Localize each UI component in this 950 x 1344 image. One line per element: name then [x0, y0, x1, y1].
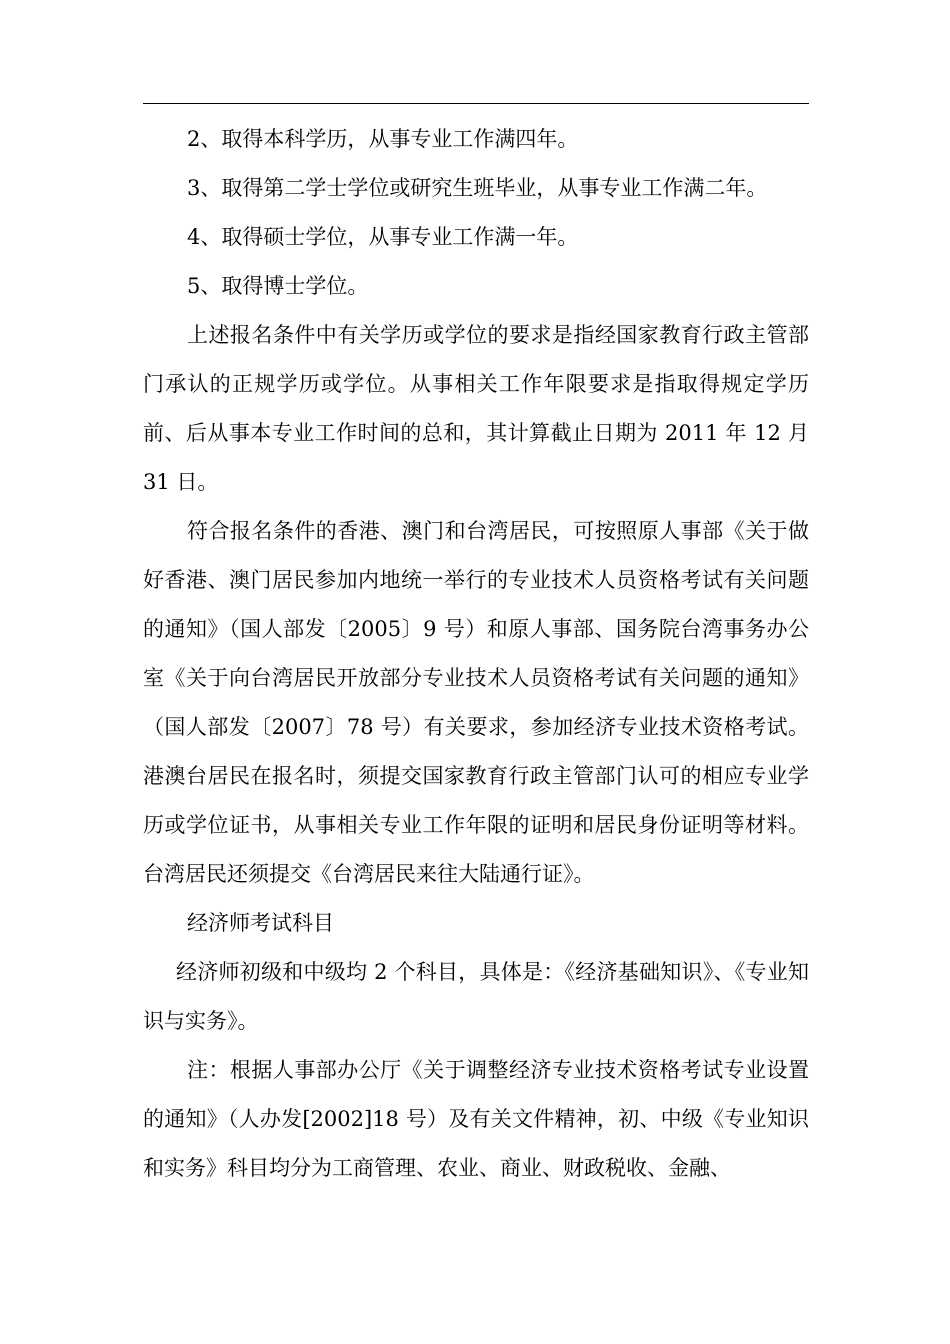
paragraph-hk-macao-taiwan: 符合报名条件的香港、澳门和台湾居民，可按照原人事部《关于做好香港、澳门居民参加内地统一举行的专业技术人员资格考试有关问题的通知》（国人部发〔2005〕9 号）和原人事部、国务院台湾事务办公室《关于向台湾居民开放部分专业技术人员资格考试有关问题的通知》（国人部发〔2007〕78 号）有关要求，参加经济专业技术资格考试。港澳台居民在报名时，须提交国家教育行政主管部门认可的相应专业学历或学位证书，从事相关专业工作年限的证明和居民身份证明等材料。台湾居民还须提交《台湾居民来往大陆通行证》。 [143, 519, 809, 886]
paragraph-note: 注：根据人事部办公厅《关于调整经济专业技术资格考试专业设置的通知》（人办发[2002]18 号）及有关文件精神，初、中级《专业知识和实务》科目均分为工商管理、农业、商业、财政税收、金融、 [143, 1058, 809, 1180]
paragraph-degree-requirements: 上述报名条件中有关学历或学位的要求是指经国家教育行政主管部门承认的正规学历或学位。从事相关工作年限要求是指取得规定学历前、后从事本专业工作时间的总和，其计算截止日期为 2011 年 12 月 31 日。 [143, 323, 809, 494]
document-body [143, 115, 809, 1193]
paragraph-condition-3: 3、取得第二学士学位或研究生班毕业，从事专业工作满二年。 [187, 176, 768, 200]
section-heading-exam-subjects: 经济师考试科目 [187, 911, 334, 935]
paragraph-condition-5: 5、取得博士学位。 [187, 274, 369, 298]
paragraph-condition-2: 2、取得本科学历，从事专业工作满四年。 [187, 127, 579, 151]
paragraph-condition-4: 4、取得硕士学位，从事专业工作满一年。 [187, 225, 579, 249]
paragraph-exam-subjects: 经济师初级和中级均 2 个科目，具体是：《经济基础知识》、《专业知识与实务》。 [143, 960, 809, 1033]
header-rule [143, 103, 809, 104]
